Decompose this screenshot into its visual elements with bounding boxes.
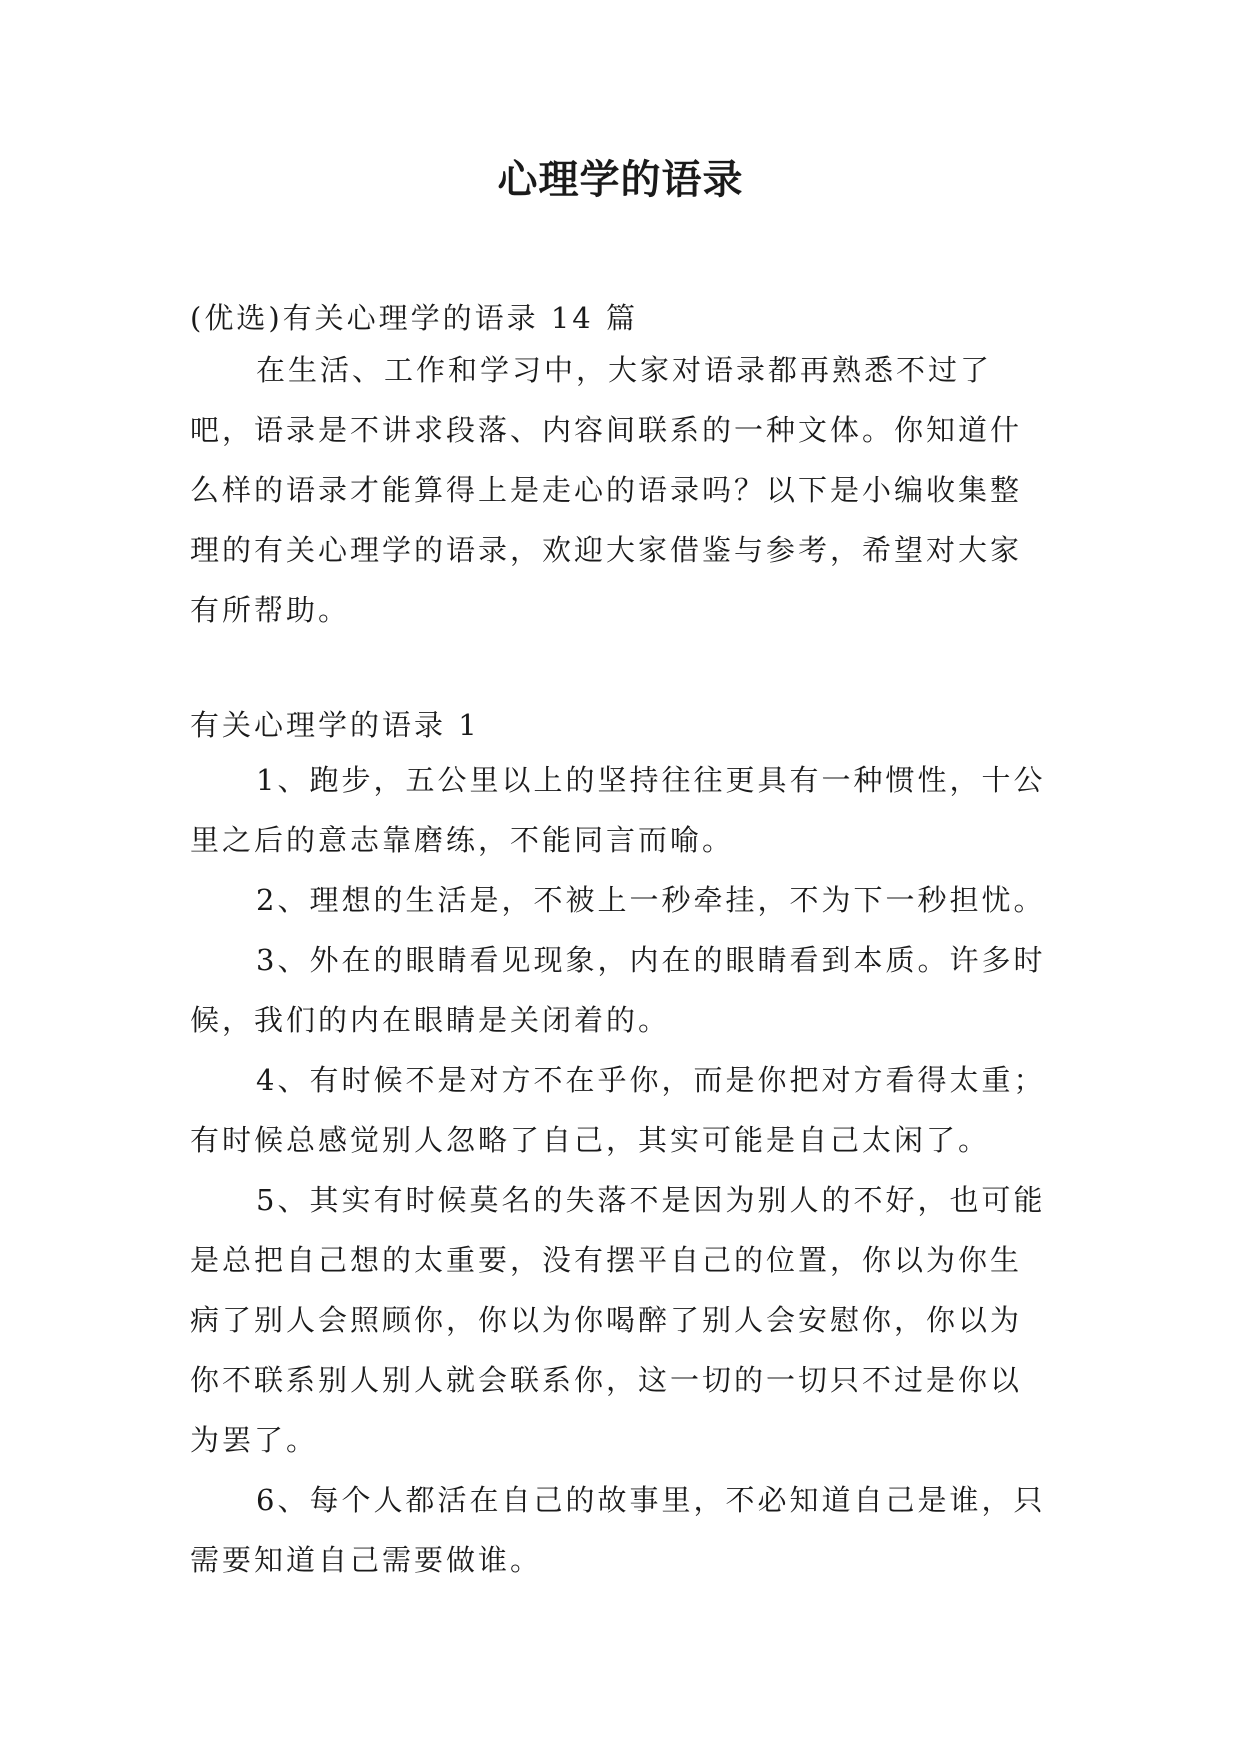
quote-list bbox=[190, 750, 1050, 1590]
intro-paragraph: 在生活、工作和学习中，大家对语录都再熟悉不过了吧，语录是不讲求段落、内容间联系的一种文体。你知道什么样的语录才能算得上是走心的语录吗？以下是小编收集整理的有关心理学的语录，欢迎大家借鉴与参考，希望对大家有所帮助。 bbox=[190, 353, 1023, 627]
quote-item: 4、有时候不是对方不在乎你，而是你把对方看得太重；有时候总感觉别人忽略了自己，其实可能是自己太闲了。 bbox=[190, 1063, 1046, 1157]
document-title: 心理学的语录 bbox=[497, 156, 744, 203]
quote-item: 2、理想的生活是，不被上一秒牵挂，不为下一秒担忧。 bbox=[256, 883, 1046, 917]
section-heading: 有关心理学的语录 1 bbox=[190, 708, 480, 742]
quote-item: 5、其实有时候莫名的失落不是因为别人的不好，也可能是总把自己想的太重要，没有摆平自己的位置，你以为你生病了别人会照顾你，你以为你喝醉了别人会安慰你，你以为你不联系别人别人就会联系你，这一切的一切只不过是你以为罢了。 bbox=[190, 1183, 1046, 1457]
quote-item: 3、外在的眼睛看见现象，内在的眼睛看到本质。许多时候，我们的内在眼睛是关闭着的。 bbox=[190, 943, 1046, 1037]
quote-item: 6、每个人都活在自己的故事里，不必知道自己是谁，只需要知道自己需要做谁。 bbox=[190, 1483, 1046, 1577]
document-subtitle: (优选)有关心理学的语录 14 篇 bbox=[190, 301, 638, 335]
quote-item: 1、跑步，五公里以上的坚持往往更具有一种惯性，十公里之后的意志靠磨练，不能同言而喻。 bbox=[190, 763, 1046, 857]
